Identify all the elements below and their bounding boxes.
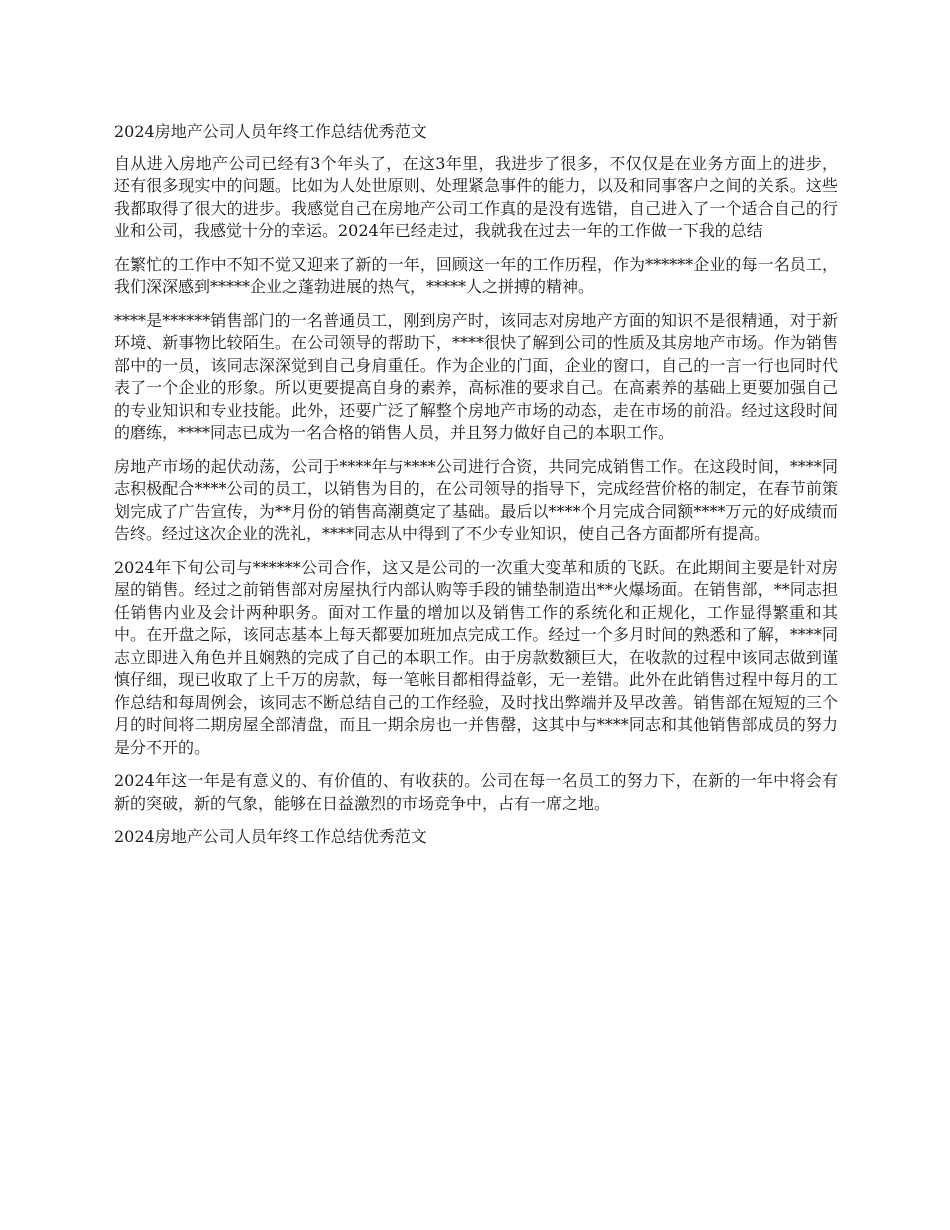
paragraph-new-year: 在繁忙的工作中不知不觉又迎来了新的一年，回顾这一年的工作历程，作为******企业的每一名员工，我们深深感到*****企业之蓬勃进展的热气，*****人之拼搏的精神。 bbox=[114, 254, 838, 296]
paragraph-cooperation: 2024年下旬公司与******公司合作，这又是公司的一次重大变革和质的飞跃。在此期间主要是针对房屋的销售。经过之前销售部对房屋执行内部认购等手段的铺垫制造出**火爆场面。在销售部，**同志担任销售内业及会计两种职务。面对工作量的增加以及销售工作的系统化和正规化，工作显得繁重和其中。在开盘之际，该同志基本上每天都要加班加点完成工作。经过一个多月时间的熟悉和了解，****同志立即进入角色并且娴熟的完成了自己的本职工作。由于房款数额巨大，在收款的过程中该同志做到谨慎仔细，现已收取了上千万的房款，每一笔帐目都相得益彰，无一差错。此外在此销售过程中每月的工作总结和每周例会，该同志不断总结自己的工作经验，及时找出弊端并及早改善。销售部在短短的三个月的时间将二期房屋全部清盘，而且一期余房也一并售罄，这其中与****同志和其他销售部成员的努力是分不开的。 bbox=[114, 557, 838, 757]
document-footer-title: 2024房地产公司人员年终工作总结优秀范文 bbox=[114, 827, 427, 846]
document-title: 2024房地产公司人员年终工作总结优秀范文 bbox=[114, 122, 427, 141]
paragraph-joint-venture: 房地产市场的起伏动荡，公司于****年与****公司进行合资，共同完成销售工作。在这段时间，****同志积极配合****公司的员工，以销售为目的，在公司领导的指导下，完成经营价格的制定，在春节前策划完成了广告宣传，为**月份的销售高潮奠定了基础。最后以****个月完成合同额****万元的好成绩而告终。经过这次企业的洗礼，****同志从中得到了不少专业知识，使自己各方面都所有提高。 bbox=[114, 456, 838, 543]
document-page bbox=[114, 121, 838, 858]
paragraph-employee: ****是******销售部门的一名普通员工，刚到房产时，该同志对房地产方面的知识不是很精通，对于新环境、新事物比较陌生。在公司领导的帮助下，****很快了解到公司的性质及其房地产市场。作为销售部中的一员，该同志深深觉到自己身肩重任。作为企业的门面，企业的窗口，自己的一言一行也同时代表了一个企业的形象。所以更要提高自身的素养，高标准的要求自己。在高素养的基础上更要加强自己的专业知识和专业技能。此外，还要广泛了解整个房地产市场的动态，走在市场的前沿。经过这段时间的磨练，****同志已成为一名合格的销售人员，并且努力做好自己的本职工作。 bbox=[114, 310, 838, 442]
paragraph-conclusion: 2024年这一年是有意义的、有价值的、有收获的。公司在每一名员工的努力下，在新的一年中将会有新的突破，新的气象，能够在日益激烈的市场竞争中，占有一席之地。 bbox=[114, 771, 838, 813]
paragraph-intro: 自从进入房地产公司已经有3个年头了，在这3年里，我进步了很多，不仅仅是在业务方面上的进步，还有很多现实中的问题。比如为人处世原则、处理紧急事件的能力，以及和同事客户之间的关系。这些我都取得了很大的进步。我感觉自己在房地产公司工作真的是没有选错，自己进入了一个适合自己的行业和公司，我感觉十分的幸运。2024年已经走过，我就我在过去一年的工作做一下我的总结 bbox=[114, 153, 838, 240]
